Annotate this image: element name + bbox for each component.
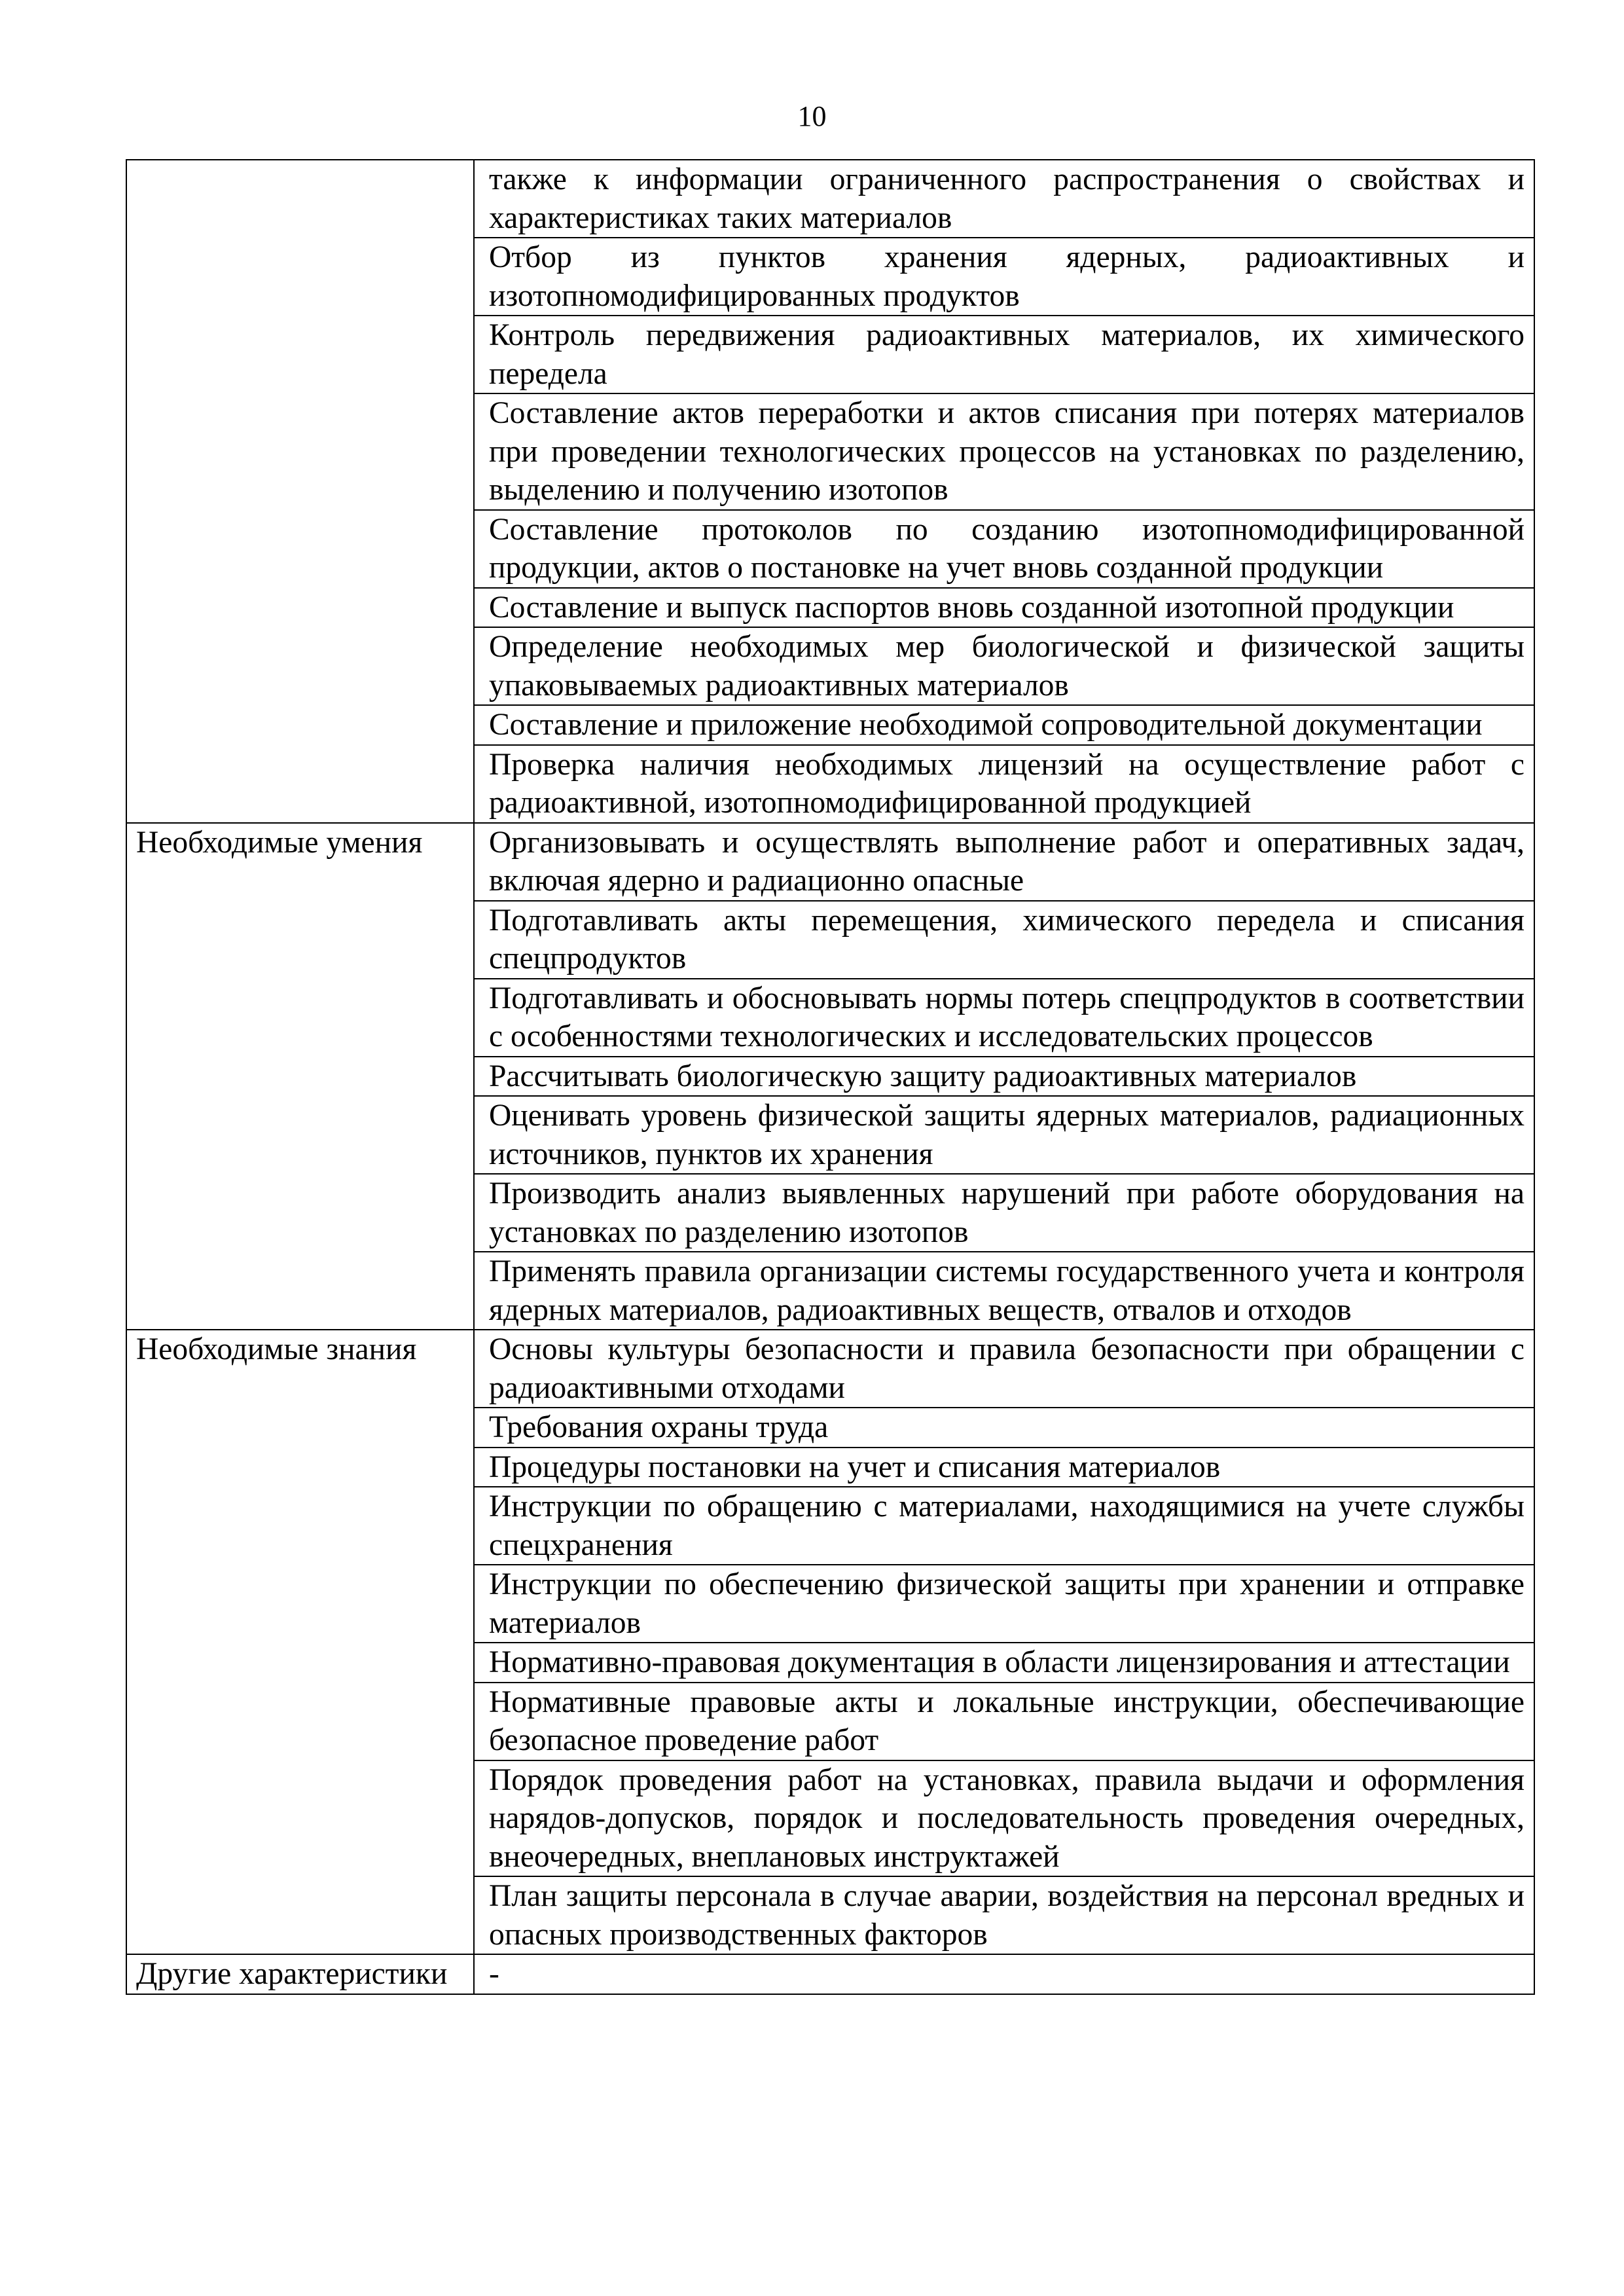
- table-row: [126, 823, 1534, 901]
- table-cell: Рассчитывать биологическую защиту радиоактивных материалов: [474, 1057, 1534, 1097]
- table-cell: Составление и выпуск паспортов вновь созданной изотопной продукции: [474, 588, 1534, 628]
- table-cell: Производить анализ выявленных нарушений при работе оборудования на установках по разделению изотопов: [474, 1174, 1534, 1252]
- competency-table: [126, 159, 1535, 1995]
- table-row: [126, 1330, 1534, 1408]
- table-cell: Инструкции по обеспечению физической защиты при хранении и отправке материалов: [474, 1565, 1534, 1643]
- table-cell: Контроль передвижения радиоактивных материалов, их химического передела: [474, 316, 1534, 393]
- table-cell: Подготавливать акты перемещения, химического передела и списания спецпродуктов: [474, 901, 1534, 979]
- table-cell: Инструкции по обращению с материалами, находящимися на учете службы спецхранения: [474, 1487, 1534, 1565]
- table-cell: Процедуры постановки на учет и списания материалов: [474, 1448, 1534, 1487]
- table-cell: Требования охраны труда: [474, 1408, 1534, 1448]
- table-cell: Проверка наличия необходимых лицензий на осуществление работ с радиоактивной, изотопномодифицированной продукцией: [474, 745, 1534, 823]
- table-cell: Отбор из пунктов хранения ядерных, радиоактивных и изотопномодифицированных продуктов: [474, 238, 1534, 316]
- table-cell: Определение необходимых мер биологической и физической защиты упаковываемых радиоактивных материалов: [474, 627, 1534, 705]
- table-cell: Подготавливать и обосновывать нормы потерь спецпродуктов в соответствии с особенностями технологических и исследовательских процессов: [474, 979, 1534, 1057]
- table-row: [126, 1954, 1534, 1994]
- table-cell: Нормативные правовые акты и локальные инструкции, обеспечивающие безопасное проведение работ: [474, 1683, 1534, 1760]
- table-cell: Составление актов переработки и актов списания при потерях материалов при проведении технологических процессов на установках по разделению, выделению и получению изотопов: [474, 393, 1534, 510]
- table-cell: Применять правила организации системы государственного учета и контроля ядерных материалов, радиоактивных веществ, отвалов и отходов: [474, 1252, 1534, 1330]
- row-label-empty: [126, 160, 474, 823]
- page-number: 10: [797, 100, 827, 132]
- table-cell: Порядок проведения работ на установках, правила выдачи и оформления нарядов-допусков, порядок и последовательность проведения очередных, внеочередных, внеплановых инструктажей: [474, 1760, 1534, 1877]
- table-row: [126, 160, 1534, 238]
- row-label-skills: Необходимые умения: [126, 823, 474, 1330]
- table-cell: Основы культуры безопасности и правила безопасности при обращении с радиоактивными отходами: [474, 1330, 1534, 1408]
- table-cell: Организовывать и осуществлять выполнение работ и оперативных задач, включая ядерно и радиационно опасные: [474, 823, 1534, 901]
- table-cell: Нормативно-правовая документация в области лицензирования и аттестации: [474, 1643, 1534, 1683]
- table-cell: Оценивать уровень физической защиты ядерных материалов, радиационных источников, пунктов их хранения: [474, 1096, 1534, 1174]
- table-cell: -: [474, 1954, 1534, 1994]
- row-label-knowledge: Необходимые знания: [126, 1330, 474, 1954]
- table-cell: также к информации ограниченного распространения о свойствах и характеристиках таких материалов: [474, 160, 1534, 238]
- table-cell: Составление и приложение необходимой сопроводительной документации: [474, 705, 1534, 745]
- table-cell: План защиты персонала в случае аварии, воздействия на персонал вредных и опасных производственных факторов: [474, 1876, 1534, 1954]
- table-cell: Составление протоколов по созданию изотопномодифицированной продукции, актов о постановке на учет вновь созданной продукции: [474, 510, 1534, 588]
- row-label-other: Другие характеристики: [126, 1954, 474, 1994]
